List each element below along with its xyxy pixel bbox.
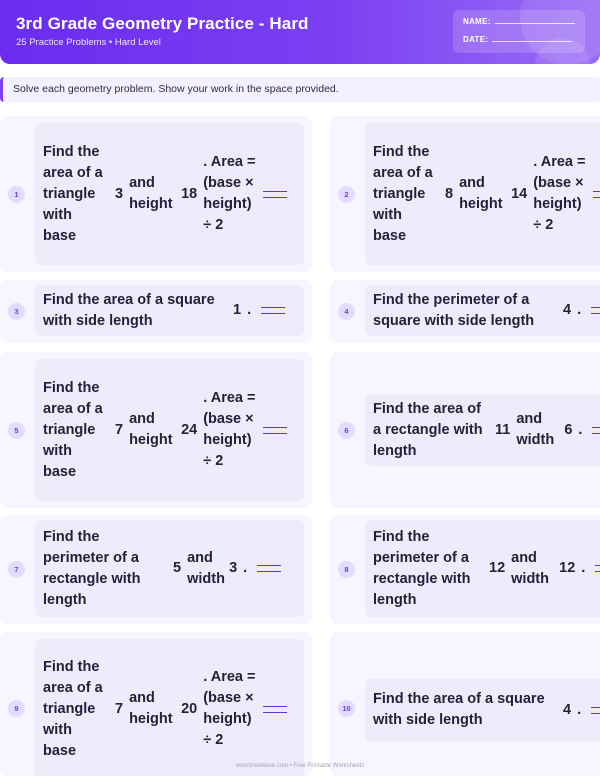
problem-value: 12 — [559, 560, 576, 576]
problem-value: 7 — [115, 421, 124, 438]
problem-formula: . Area = (base × height) ÷ 2 — [203, 669, 256, 748]
date-label: DATE: — [463, 35, 489, 44]
problem-value: 11 — [495, 421, 511, 438]
problem-connector: and width — [511, 549, 549, 587]
name-label: NAME: — [463, 17, 491, 26]
problem-text-box — [35, 639, 304, 776]
problem-end: . — [247, 302, 252, 318]
name-date-box — [453, 10, 585, 53]
problem-number-badge: 7 — [8, 561, 25, 578]
name-field[interactable] — [495, 23, 575, 24]
problem-text: Find the area of a triangle with base — [43, 379, 103, 480]
problem-end: . — [577, 701, 582, 718]
problem-card — [0, 352, 312, 508]
problem-text-box — [365, 520, 600, 617]
answer-blank[interactable] — [595, 565, 600, 572]
problem-text-box — [365, 123, 600, 265]
problem-formula: . Area = (base × height) ÷ 2 — [203, 154, 256, 233]
worksheet-header — [0, 0, 600, 64]
problem-connector: and width — [516, 411, 555, 448]
problem-connector: and height — [459, 175, 503, 212]
answer-blank[interactable] — [261, 307, 285, 314]
problem-number-badge: 9 — [8, 700, 25, 717]
problem-number-badge: 6 — [338, 422, 355, 439]
problem-value: 20 — [181, 700, 198, 717]
problem-value: 18 — [181, 185, 198, 202]
problem-formula: . Area = (base × height) ÷ 2 — [533, 154, 586, 233]
problem-text-box — [35, 359, 304, 501]
answer-blank[interactable] — [591, 307, 600, 314]
problem-number-badge: 2 — [338, 186, 355, 203]
problem-connector: and height — [129, 175, 173, 212]
instructions: Solve each geometry problem. Show your work in the space provided. — [0, 77, 600, 102]
page-subtitle: 25 Practice Problems • Hard Level — [16, 37, 161, 48]
problem-formula: . Area = (base × height) ÷ 2 — [203, 390, 256, 469]
problem-value: 5 — [173, 560, 182, 576]
problem-text: Find the area of a rectangle with length — [373, 400, 483, 459]
problem-card — [330, 632, 600, 776]
problem-text: Find the perimeter of a rectangle with length — [373, 528, 471, 608]
problem-value: 4 — [563, 302, 572, 318]
problem-end: . — [581, 560, 586, 576]
answer-blank[interactable] — [263, 706, 287, 713]
date-field[interactable] — [492, 41, 572, 42]
problem-text: Find the perimeter of a square with side length — [373, 291, 535, 329]
problem-text: Find the area of a square with side length — [43, 291, 215, 329]
problem-text: Find the area of a triangle with base — [43, 143, 103, 244]
answer-blank[interactable] — [593, 191, 600, 198]
date-row — [463, 35, 572, 44]
problem-end: . — [578, 421, 583, 438]
answer-blank[interactable] — [263, 191, 287, 198]
problem-text-box — [365, 394, 600, 466]
problem-text: Find the perimeter of a rectangle with length — [43, 528, 141, 608]
problem-text-box — [365, 679, 600, 741]
problem-number-badge: 1 — [8, 186, 25, 203]
problem-end: . — [243, 560, 248, 576]
problem-card — [330, 515, 600, 624]
answer-blank[interactable] — [592, 427, 600, 434]
problem-value: 12 — [489, 560, 506, 576]
problem-value: 14 — [511, 185, 528, 202]
problem-value: 7 — [115, 700, 124, 717]
problem-card — [330, 352, 600, 508]
problem-text-box — [35, 520, 304, 617]
problem-number-badge: 3 — [8, 303, 25, 320]
name-row — [463, 17, 575, 26]
problem-value: 3 — [115, 185, 124, 202]
problem-number-badge: 10 — [338, 700, 355, 717]
problem-value: 3 — [229, 560, 238, 576]
problem-text: Find the area of a triangle with base — [373, 143, 433, 244]
problem-end: . — [577, 302, 582, 318]
problem-number-badge: 5 — [8, 422, 25, 439]
problem-card — [330, 116, 600, 272]
answer-blank[interactable] — [257, 565, 281, 572]
problem-text: Find the area of a triangle with base — [43, 658, 103, 759]
page-footer: worksheetwise.com • Free Printable Worksheets — [235, 763, 365, 769]
problem-value: 24 — [181, 421, 198, 438]
problem-value: 1 — [233, 302, 242, 318]
problem-text-box — [35, 123, 304, 265]
answer-blank[interactable] — [263, 427, 287, 434]
problem-card — [0, 515, 312, 624]
problem-number-badge: 4 — [338, 303, 355, 320]
problem-number-badge: 8 — [338, 561, 355, 578]
problem-text: Find the area of a square with side length — [373, 691, 545, 728]
problem-card — [330, 280, 600, 343]
page-title: 3rd Grade Geometry Practice - Hard — [16, 14, 309, 33]
problem-connector: and height — [129, 690, 173, 727]
answer-blank[interactable] — [591, 707, 600, 714]
problem-text-box — [365, 285, 600, 336]
problem-value: 6 — [564, 421, 573, 438]
problem-card — [0, 280, 312, 343]
problem-text-box — [35, 285, 304, 336]
problem-connector: and width — [187, 549, 225, 587]
problem-card — [0, 116, 312, 272]
problem-card — [0, 632, 312, 776]
problem-value: 4 — [563, 701, 572, 718]
problem-value: 8 — [445, 185, 454, 202]
problem-connector: and height — [129, 411, 173, 448]
